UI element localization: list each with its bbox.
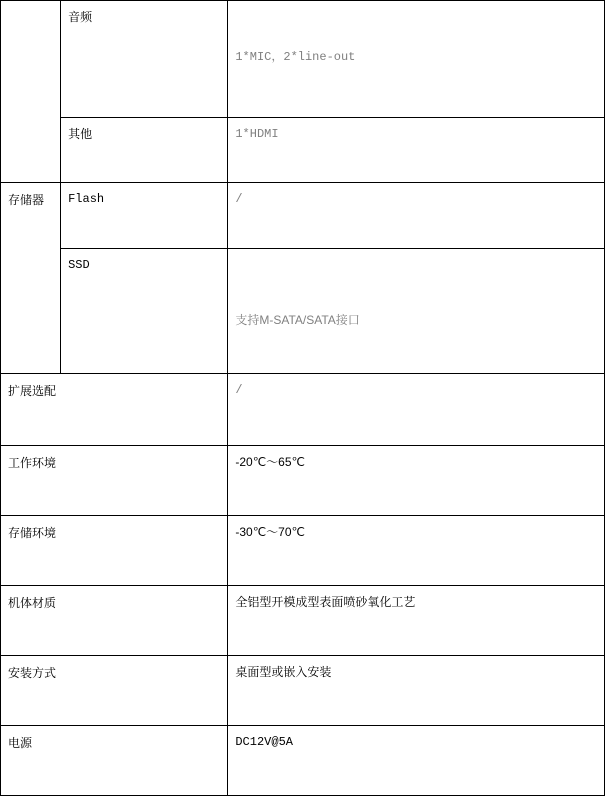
value-cell-ssd [228,249,605,374]
sub-label-flash: Flash [68,192,105,206]
group-label-interface [1,1,60,18]
group-label-expansion: 扩展选配 [8,384,57,398]
value-cell-storage-env [228,516,605,586]
table-row [1,516,605,586]
table-row [1,374,605,446]
sub-label-other: 其他 [68,127,93,141]
table-row [1,726,605,796]
value-cell-power [228,726,605,796]
group-label-power: 电源 [8,736,33,750]
value-cell-material [228,586,605,656]
group-label-cell-power [1,726,228,796]
table-row [1,586,605,656]
value-audio: 1*MIC，2*line-out [235,50,356,64]
value-flash: / [235,192,243,206]
group-label-storage-env: 存储环境 [8,526,57,540]
table-row [1,446,605,516]
sub-label-cell-ssd [61,249,228,374]
group-label-cell-interface [1,1,61,183]
value-cell-mounting [228,656,605,726]
value-ssd: 支持M-SATA/SATA接口 [235,313,360,327]
group-label-storage: 存储器 [8,193,45,207]
table-row [1,249,605,374]
value-storage-env: -30℃～70℃ [235,525,306,539]
table-row [1,183,605,249]
value-material: 全铝型开模成型表面喷砂氧化工艺 [235,595,416,609]
sub-label-ssd: SSD [68,258,90,272]
table-row [1,1,605,118]
group-label-cell-expansion [1,374,228,446]
table-row [1,118,605,183]
sub-label-audio: 音频 [68,10,93,24]
value-cell-audio [228,1,605,118]
value-expansion: / [235,383,243,397]
value-mounting: 桌面型或嵌入安装 [235,665,332,679]
group-label-cell-storage-env [1,516,228,586]
value-power: DC12V@5A [235,735,293,749]
sub-label-cell-flash [61,183,228,249]
group-label-cell-mounting [1,656,228,726]
table-row [1,656,605,726]
value-working-env: -20℃～65℃ [235,455,306,469]
group-label-cell-material [1,586,228,656]
value-other: 1*HDMI [235,127,279,141]
group-label-cell-storage [1,183,61,374]
value-cell-expansion [228,374,605,446]
group-label-cell-working-env [1,446,228,516]
group-label-working-env: 工作环境 [8,456,57,470]
value-cell-flash [228,183,605,249]
value-cell-other [228,118,605,183]
sub-label-cell-other [61,118,228,183]
value-cell-working-env [228,446,605,516]
group-label-mounting: 安装方式 [8,666,57,680]
group-label-material: 机体材质 [8,596,57,610]
sub-label-cell-audio [61,1,228,118]
